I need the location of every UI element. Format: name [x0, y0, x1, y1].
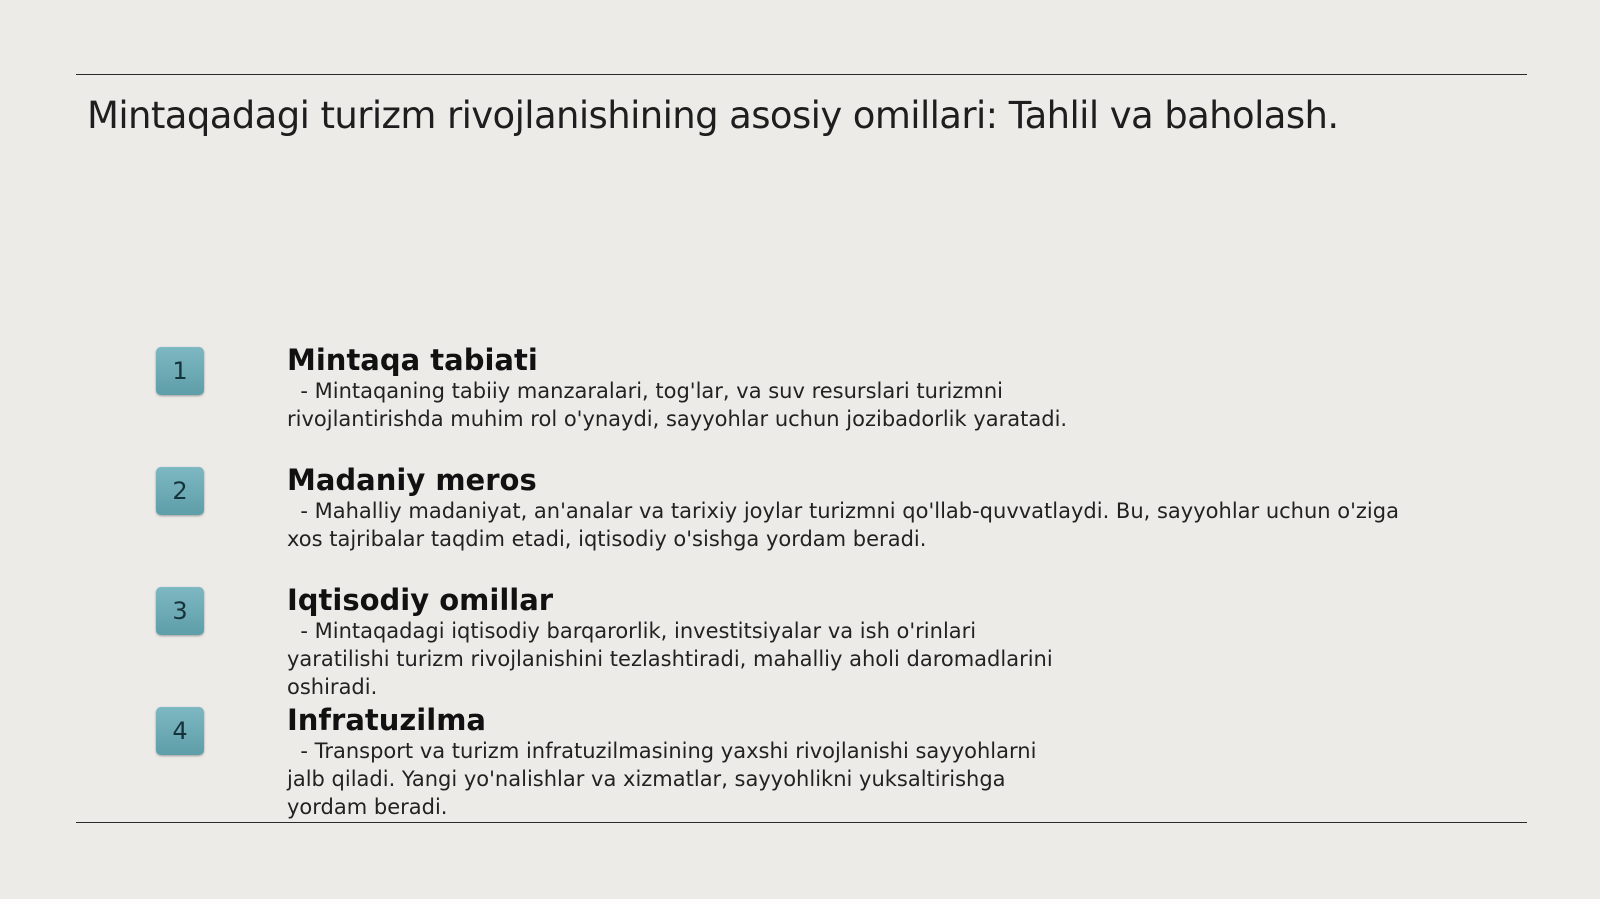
item-description: - Mintaqaning tabiiy manzaralari, tog'lar, va suv resurslari turizmni rivojlantirishda muhim rol o'ynaydi, sayyohlar uchun jozibadorlik yaratadi.: [287, 379, 1068, 431]
number-badge-1: 1: [156, 347, 204, 395]
list-item-content: [287, 583, 1053, 701]
number-badge-4: 4: [156, 707, 204, 755]
list-item-content: [287, 703, 1036, 821]
item-description: - Transport va turizm infratuzilmasining yaxshi rivojlanishi sayyohlarni jalb qiladi. Yangi yo'nalishlar va xizmatlar, sayyohlikni yuksaltirishga yordam beradi.: [287, 739, 1037, 819]
list-item-content: [287, 463, 1399, 553]
number-badge-3: 3: [156, 587, 204, 635]
item-heading: Infratuzilma: [287, 703, 486, 737]
item-heading: Iqtisodiy omillar: [287, 583, 554, 617]
item-description: - Mintaqadagi iqtisodiy barqarorlik, investitsiyalar va ish o'rinlari yaratilishi turizm rivojlanishini tezlashtiradi, mahalliy aholi daromadlarini oshiradi.: [287, 619, 1053, 699]
item-heading: Mintaqa tabiati: [287, 343, 538, 377]
list-item-content: [287, 343, 1067, 433]
item-description: - Mahalliy madaniyat, an'analar va tarixiy joylar turizmni qo'llab-quvvatlaydi. Bu, sayyohlar uchun o'ziga xos tajribalar taqdim etadi, iqtisodiy o'sishga yordam beradi.: [287, 499, 1399, 551]
bottom-divider: [76, 822, 1527, 823]
slide-title: Mintaqadagi turizm rivojlanishining asosiy omillari: Tahlil va baholash.: [87, 94, 1339, 137]
number-badge-2: 2: [156, 467, 204, 515]
item-heading: Madaniy meros: [287, 463, 537, 497]
top-divider: [76, 74, 1527, 75]
